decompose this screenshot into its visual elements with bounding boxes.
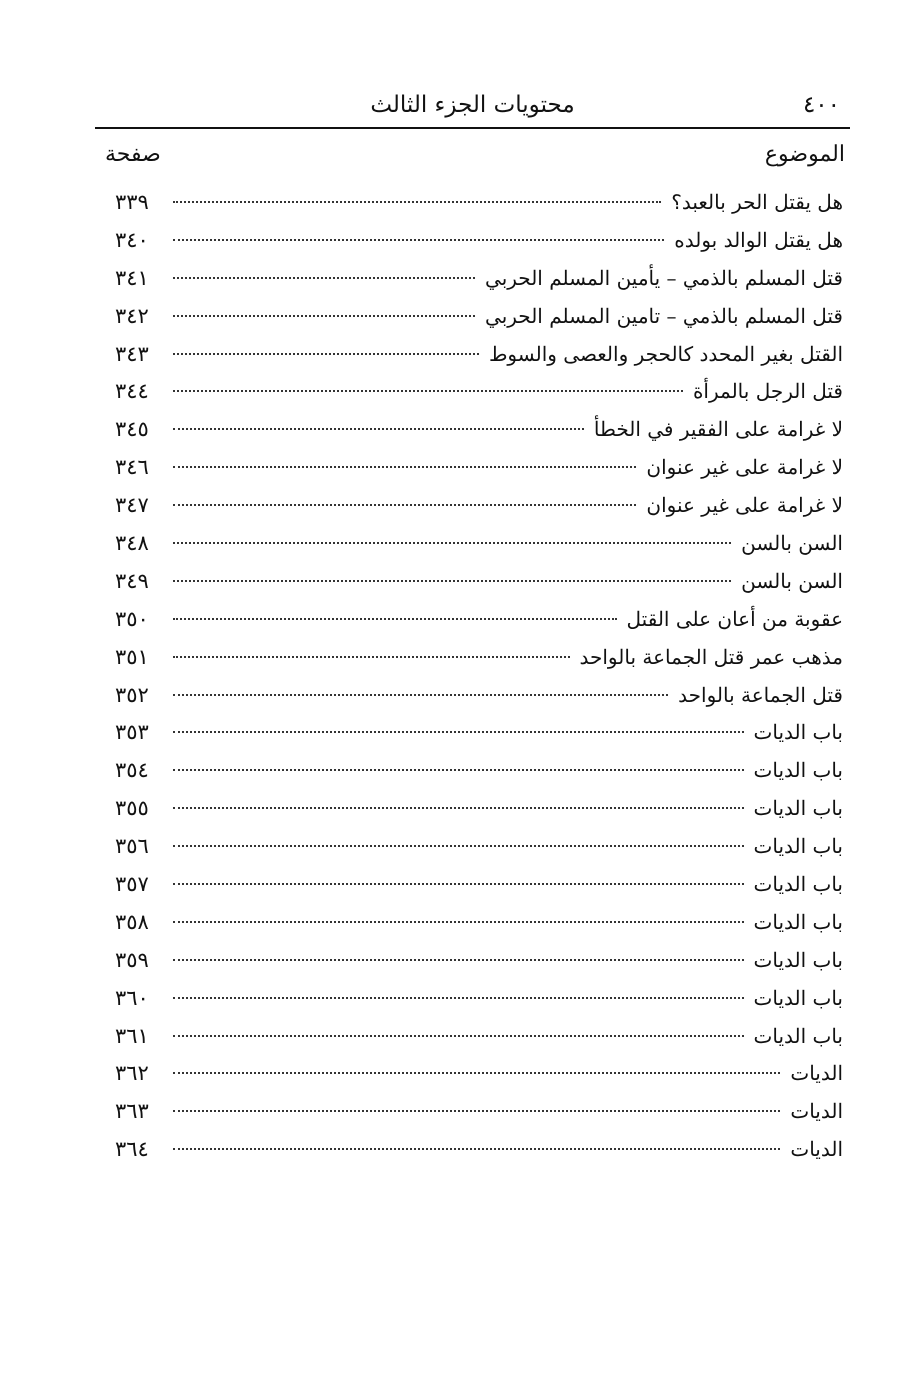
column-header-topic: الموضوع — [764, 142, 845, 167]
toc-entry — [115, 677, 843, 715]
toc-entry-page: ٣٤٣ — [115, 341, 149, 366]
dot-leader — [173, 502, 636, 506]
toc-entry — [115, 601, 843, 639]
toc-entry-title: الديات — [790, 1061, 843, 1086]
dot-leader — [173, 957, 744, 961]
toc-entry-page: ٣٥٩ — [115, 947, 149, 972]
column-header-page: صفحة — [105, 142, 161, 167]
dot-leader — [173, 1070, 780, 1074]
toc-entry — [115, 1093, 843, 1131]
page-number: ٤٠٠ — [802, 92, 840, 118]
toc-entry-page: ٣٥٥ — [115, 796, 149, 821]
toc-entry — [115, 904, 843, 942]
toc-entry-page: ٣٤٦ — [115, 455, 149, 480]
toc-entry-page: ٣٤١ — [115, 265, 149, 290]
toc-entry-title: الديات — [790, 1099, 843, 1124]
toc-entry-page: ٣٦٣ — [115, 1099, 149, 1124]
toc-entry-page: ٣٤٠ — [115, 227, 149, 252]
dot-leader — [173, 767, 744, 771]
toc-entry-title: باب الديات — [753, 947, 843, 972]
toc-entry-page: ٣٤٧ — [115, 493, 149, 518]
toc-entry-title: الديات — [790, 1137, 843, 1162]
toc-entry — [115, 487, 843, 525]
toc-entry-title: مذهب عمر قتل الجماعة بالواحد — [579, 644, 843, 669]
toc-entry-page: ٣٦١ — [115, 1023, 149, 1048]
toc-entry-title: هل يقتل الوالد بولده — [674, 227, 843, 252]
toc-entry — [115, 1018, 843, 1056]
toc-entry — [115, 336, 843, 374]
dot-leader — [173, 692, 668, 696]
dot-leader — [173, 237, 664, 241]
toc-entry-title: القتل بغير المحدد كالحجر والعصى والسوط — [488, 341, 843, 366]
toc-entry-page: ٣٤٨ — [115, 531, 149, 556]
toc-entry — [115, 790, 843, 828]
toc-entry — [115, 866, 843, 904]
toc-entry-title: قتل الجماعة بالواحد — [678, 682, 843, 707]
toc-entry-title: عقوبة من أعان على القتل — [626, 606, 843, 631]
toc-entry-title: هل يقتل الحر بالعبد؟ — [671, 190, 843, 214]
dot-leader — [173, 275, 475, 279]
toc-entry — [115, 373, 843, 411]
toc-entry-page: ٣٥٠ — [115, 606, 149, 631]
toc-entry-title: قتل المسلم بالذمي – تامين المسلم الحربي — [485, 303, 843, 328]
dot-leader — [173, 464, 636, 468]
dot-leader — [173, 199, 661, 203]
toc-entry — [115, 639, 843, 677]
dot-leader — [173, 313, 475, 317]
toc-entry-title: باب الديات — [753, 909, 843, 934]
toc-entry-page: ٣٥١ — [115, 644, 149, 669]
toc-entry-title: باب الديات — [753, 796, 843, 821]
dot-leader — [173, 843, 744, 847]
toc-entry-title: باب الديات — [753, 1023, 843, 1048]
dot-leader — [173, 805, 744, 809]
dot-leader — [173, 1108, 780, 1112]
toc-entry-title: السن بالسن — [741, 568, 843, 593]
toc-entry — [115, 714, 843, 752]
toc-entry-title: السن بالسن — [741, 531, 843, 556]
toc-entry — [115, 942, 843, 980]
dot-leader — [173, 426, 584, 430]
toc-entry — [115, 1055, 843, 1093]
book-title: محتويات الجزء الثالث — [370, 92, 575, 118]
toc-entry-page: ٣٦٤ — [115, 1137, 149, 1162]
dot-leader — [173, 654, 570, 658]
toc-entry-page: ٣٥٦ — [115, 834, 149, 859]
toc-entry-page: ٣٦٠ — [115, 985, 149, 1010]
toc-entry-title: قتل الرجل بالمرأة — [692, 379, 843, 404]
toc-entry-page: ٣٤٢ — [115, 303, 149, 328]
toc-entry-title: باب الديات — [753, 985, 843, 1010]
toc-entry-page: ٣٥٧ — [115, 872, 149, 897]
toc-entry-title: باب الديات — [753, 872, 843, 897]
dot-leader — [173, 1033, 744, 1037]
toc-entry-page: ٣٥٤ — [115, 758, 149, 783]
toc-entry-title: باب الديات — [753, 720, 843, 745]
toc-entry-page: ٣٥٢ — [115, 682, 149, 707]
toc-entry — [115, 563, 843, 601]
dot-leader — [173, 616, 617, 620]
dot-leader — [173, 729, 744, 733]
toc-entry — [115, 411, 843, 449]
toc-entry-page: ٣٦٢ — [115, 1061, 149, 1086]
toc-entry — [115, 184, 843, 222]
toc-entry — [115, 260, 843, 298]
dot-leader — [173, 1146, 780, 1150]
dot-leader — [173, 388, 683, 392]
toc-entry-title: باب الديات — [753, 834, 843, 859]
column-headers — [105, 138, 845, 172]
dot-leader — [173, 881, 744, 885]
table-of-contents — [115, 184, 843, 1169]
toc-entry — [115, 1131, 843, 1169]
toc-entry — [115, 752, 843, 790]
dot-leader — [173, 578, 731, 582]
toc-entry-page: ٣٥٨ — [115, 909, 149, 934]
toc-entry-title: باب الديات — [753, 758, 843, 783]
toc-entry-title: لا غرامة على غير عنوان — [646, 493, 843, 518]
dot-leader — [173, 540, 731, 544]
dot-leader — [173, 919, 744, 923]
toc-entry-page: ٣٤٤ — [115, 379, 149, 404]
toc-entry — [115, 222, 843, 260]
toc-entry — [115, 828, 843, 866]
toc-entry-page: ٣٣٩ — [115, 190, 149, 214]
header-rule — [95, 127, 850, 129]
dot-leader — [173, 995, 744, 999]
toc-entry-title: لا غرامة على الفقير في الخطأ — [593, 417, 843, 442]
toc-entry — [115, 525, 843, 563]
toc-entry — [115, 449, 843, 487]
running-head — [95, 88, 850, 122]
toc-entry — [115, 980, 843, 1018]
toc-entry-page: ٣٥٣ — [115, 720, 149, 745]
toc-entry-title: قتل المسلم بالذمي – يأمين المسلم الحربي — [485, 265, 843, 290]
toc-entry — [115, 298, 843, 336]
toc-entry-title: لا غرامة على غير عنوان — [646, 455, 843, 480]
dot-leader — [173, 351, 479, 355]
toc-entry-page: ٣٤٥ — [115, 417, 149, 442]
toc-entry-page: ٣٤٩ — [115, 568, 149, 593]
